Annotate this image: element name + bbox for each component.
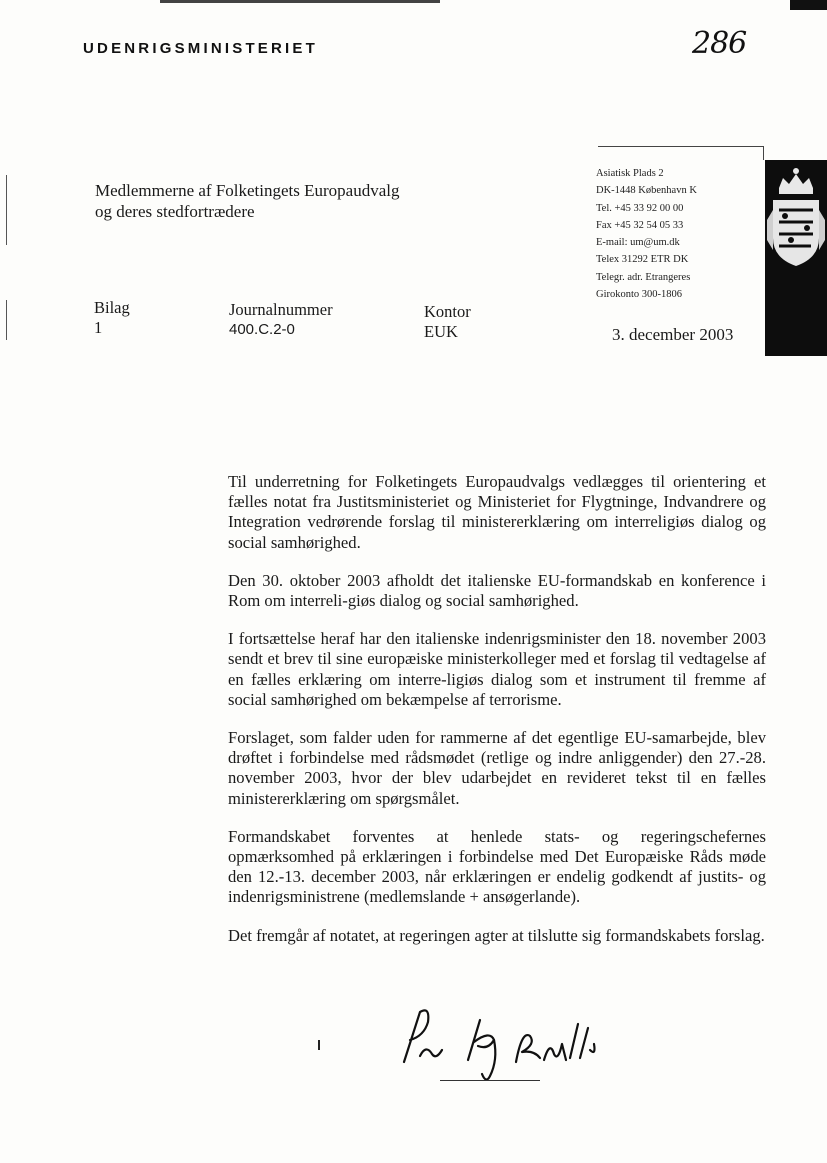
address-email: E-mail: um@um.dk — [596, 237, 680, 249]
address-tel: Tel. +45 33 92 00 00 — [596, 202, 684, 214]
recipients-line: og deres stedfortrædere — [95, 202, 255, 221]
body-paragraph: Forslaget, som falder uden for rammerne af det egentlige EU-samarbejde, blev drøftet i forbindelse med rådsmødet (retlige og indre anliggender) den 27.-28. november 2003, hvor der blev udarbejdet en revideret tekst til en fælles ministererklæring om spørgsmålet. — [228, 728, 766, 808]
kontor-field — [424, 302, 471, 342]
address-block — [596, 165, 697, 303]
signature-underline — [440, 1080, 540, 1081]
recipients-line: Medlemmerne af Folketingets Europaudvalg — [95, 181, 400, 200]
letter-body — [228, 472, 766, 964]
address-city: DK-1448 København K — [596, 185, 697, 197]
journal-field — [229, 300, 333, 340]
address-telegr: Telegr. adr. Etrangeres — [596, 271, 691, 283]
page-number: 286 — [692, 26, 747, 61]
address-telex: Telex 31292 ETR DK — [596, 254, 689, 266]
kontor-label: Kontor — [424, 302, 471, 321]
body-paragraph: Den 30. oktober 2003 afholdt det italienske EU-formandskab en konference i Rom om interreli-giøs dialog og social samhørighed. — [228, 570, 766, 611]
journal-label: Journalnummer — [229, 300, 333, 319]
journal-value: 400.C.2-0 — [229, 321, 295, 338]
handwritten-signature — [390, 1000, 620, 1090]
body-paragraph: I fortsættelse heraf har den italienske indenrigsminister den 18. november 2003 sendt et brev til sine europæiske ministerkolleger med et forslag til vedtagelse af en fælles erklæring om interre-ligiøs dialog som et instrument til fremme af social samhørighed om bekæmpelse af terrorisme. — [228, 629, 766, 709]
document-date: 3. december 2003 — [612, 325, 734, 344]
body-paragraph: Til underretning for Folketingets Europaudvalgs vedlægges til orientering et fælles notat fra Justitsministeriet og Ministeriet for Flygtninge, Indvandrere og Integration vedrørende forslag til ministererklæring om interreligiøs dialog og social samhørighed. — [228, 472, 766, 552]
scan-artifact-corner — [790, 0, 827, 10]
bilag-field — [94, 298, 130, 338]
scan-artifact-rule — [160, 0, 440, 3]
body-paragraph: Det fremgår af notatet, at regeringen agter at tilslutte sig formandskabets forslag. — [228, 925, 765, 945]
bilag-label: Bilag — [94, 298, 130, 317]
bilag-value: 1 — [94, 318, 103, 337]
address-divider-tick — [763, 146, 764, 160]
address-divider — [598, 146, 764, 147]
address-street: Asiatisk Plads 2 — [596, 168, 664, 179]
body-paragraph: Formandskabet forventes at henlede stats- og regeringschefernes opmærksomhed på erklæringen i forbindelse med Det Europæiske Råds møde den 12.-13. december 2003, når erklæringen er endelig godkendt af justits- og indenrigsministrene (medlemslande + ansøgerlande). — [228, 826, 766, 907]
scan-artifact-margin-mark — [6, 175, 7, 245]
pen-tick-mark — [318, 1040, 320, 1050]
address-giro: Girokonto 300-1806 — [596, 289, 683, 301]
address-fax: Fax +45 32 54 05 33 — [596, 219, 684, 231]
scan-artifact-margin-mark — [6, 300, 7, 340]
coat-of-arms-crest — [765, 160, 827, 370]
ministry-name: UDENRIGSMINISTERIET — [83, 40, 318, 57]
recipients-block — [95, 180, 400, 222]
kontor-value: EUK — [424, 322, 458, 341]
